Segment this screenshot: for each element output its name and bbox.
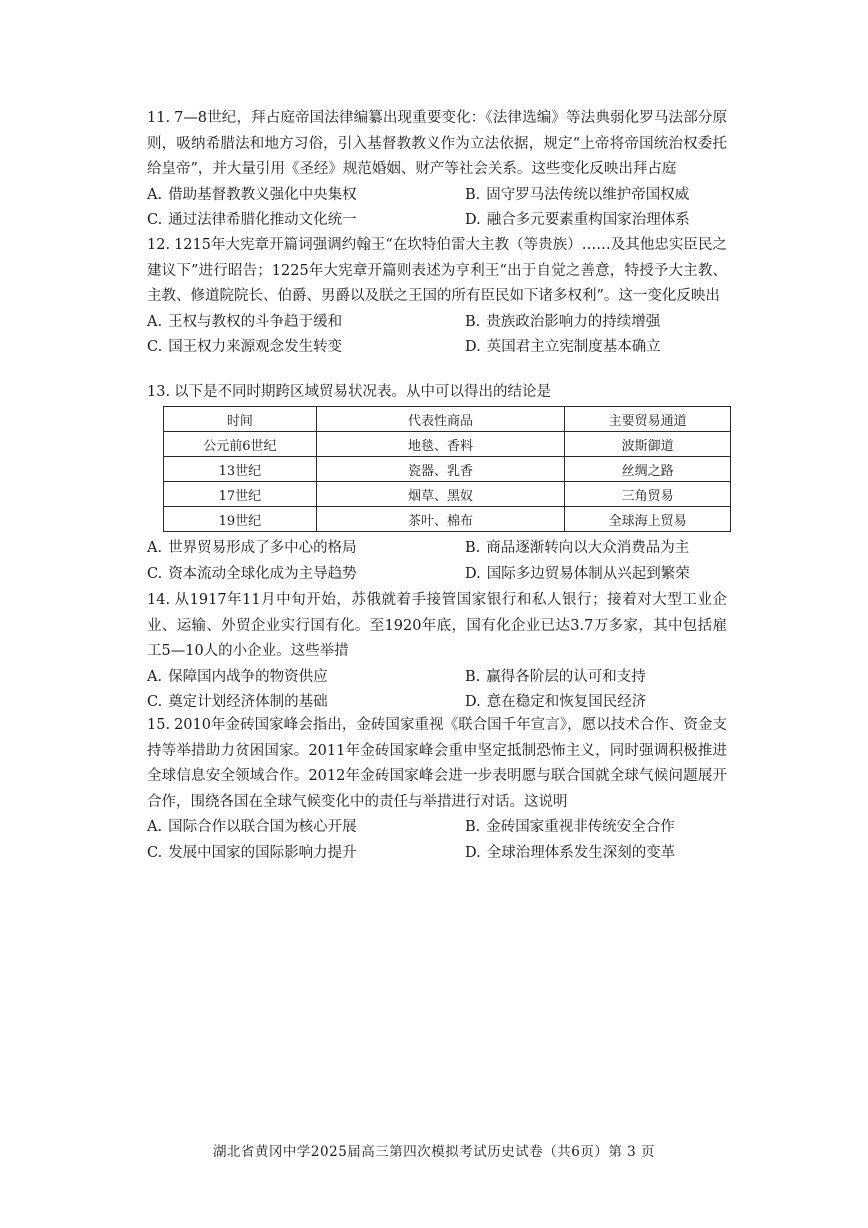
table-cell: 茶叶、棉布	[316, 507, 565, 532]
table-cell: 17世纪	[164, 482, 317, 507]
table-cell: 瓷器、乳香	[316, 457, 565, 482]
table-header-cell: 主要贸易通道	[565, 407, 731, 432]
table-header-cell: 代表性商品	[316, 407, 565, 432]
question-stem: 从1917年11月中旬开始，苏俄就着手接管国家银行和私人银行；接着对大型工业企业、运输、外贸企业实行国有化。至1920年底，国有化企业已达3.7万多家，其中包括雇工5—10人的小企业。这些举措	[147, 592, 727, 659]
table-cell: 波斯御道	[565, 432, 731, 457]
option-c: C. 国王权力来源观念发生转变	[147, 339, 343, 355]
option-b: B. 金砖国家重视非传统安全合作	[465, 819, 675, 835]
table-cell: 公元前6世纪	[164, 432, 317, 457]
trade-table	[163, 406, 731, 532]
option-a: A. 借助基督教教义强化中央集权	[147, 186, 357, 203]
options	[147, 310, 727, 361]
option-c: C. 通过法律希腊化推动文化统一	[147, 212, 357, 228]
page-footer: 湖北省黄冈中学2025届高三第四次模拟考试历史试卷（共6页）第 3 页	[212, 1144, 656, 1160]
option-a: A. 世界贸易形成了多中心的格局	[147, 540, 357, 556]
table-cell: 19世纪	[164, 507, 317, 532]
option-c: C. 发展中国家的国际影响力提升	[147, 844, 357, 861]
option-b: B. 固守罗马法传统以维护帝国权威	[465, 186, 690, 203]
option-d: D. 融合多元要素重构国家治理体系	[465, 212, 690, 228]
options	[147, 536, 727, 587]
option-b: B. 贵族政治影响力的持续增强	[465, 313, 661, 330]
table-row	[164, 457, 731, 482]
table-cell: 全球海上贸易	[565, 507, 731, 532]
table-cell: 烟草、黑奴	[316, 482, 565, 507]
question-12	[147, 233, 727, 361]
question-13	[147, 380, 727, 406]
option-d: D. 意在稳定和恢复国民经济	[465, 694, 647, 710]
table-cell: 三角贸易	[565, 482, 731, 507]
question-number: 11.	[147, 110, 171, 126]
option-d: D. 英国君主立宪制度基本确立	[465, 339, 661, 355]
table-cell: 丝绸之路	[565, 457, 731, 482]
options	[147, 815, 727, 866]
table-cell: 地毯、香料	[316, 432, 565, 457]
table-row	[164, 482, 731, 507]
question-14	[147, 588, 727, 716]
option-b: B. 赢得各阶层的认可和支持	[465, 668, 646, 685]
table-row	[164, 432, 731, 457]
option-c: C. 资本流动全球化成为主导趋势	[147, 565, 357, 582]
table-header-cell: 时间	[164, 407, 317, 432]
question-number: 14.	[147, 592, 171, 608]
option-c: C. 奠定计划经济体制的基础	[147, 694, 328, 710]
question-15	[147, 713, 727, 866]
table-row	[164, 507, 731, 532]
question-stem: 以下是不同时期跨区域贸易状况表。从中可以得出的结论是	[174, 384, 552, 400]
question-number: 12.	[147, 237, 171, 253]
question-13-options	[147, 536, 727, 587]
question-11	[147, 106, 727, 234]
options	[147, 183, 727, 234]
option-a: A. 国际合作以联合国为核心开展	[147, 819, 357, 835]
question-stem: 2010年金砖国家峰会指出，金砖国家重视《联合国千年宣言》，愿以技术合作、资金支持等举措助力贫困国家。2011年金砖国家峰会重申坚定抵制恐怖主义，同时强调积极推进全球信息安全领域合作。2012年金砖国家峰会进一步表明愿与联合国就全球气候问题展开合作，围绕各国在全球气候变化中的责任与举措进行对话。这说明	[147, 717, 727, 810]
question-stem: 1215年大宪章开篇词强调约翰王“在坎特伯雷大主教（等贵族）……及其他忠实臣民之建议下”进行昭告；1225年大宪章开篇则表述为亨利王“出于自觉之善意，特授予大主教、主教、修道院院长、伯爵、男爵以及朕之王国的所有臣民如下诸多权利”。这一变化反映出	[147, 237, 727, 304]
option-b: B. 商品逐渐转向以大众消费品为主	[465, 540, 690, 556]
question-number: 13.	[147, 384, 171, 400]
options	[147, 665, 727, 716]
option-d: D. 全球治理体系发生深刻的变革	[465, 844, 676, 861]
table-cell: 13世纪	[164, 457, 317, 482]
option-a: A. 王权与教权的斗争趋于缓和	[147, 313, 343, 330]
option-a: A. 保障国内战争的物资供应	[147, 668, 328, 685]
option-d: D. 国际多边贸易体制从兴起到繁荣	[465, 565, 690, 582]
question-number: 15.	[147, 717, 171, 733]
question-stem: 7—8世纪，拜占庭帝国法律编纂出现重要变化：《法律选编》等法典弱化罗马法部分原则，吸纳希腊法和地方习俗，引入基督教教义作为立法依据，规定“上帝将帝国统治权委托给皇帝”，并大量引用《圣经》规范婚姻、财产等社会关系。这些变化反映出拜占庭	[147, 110, 727, 177]
table-header-row	[164, 407, 731, 432]
